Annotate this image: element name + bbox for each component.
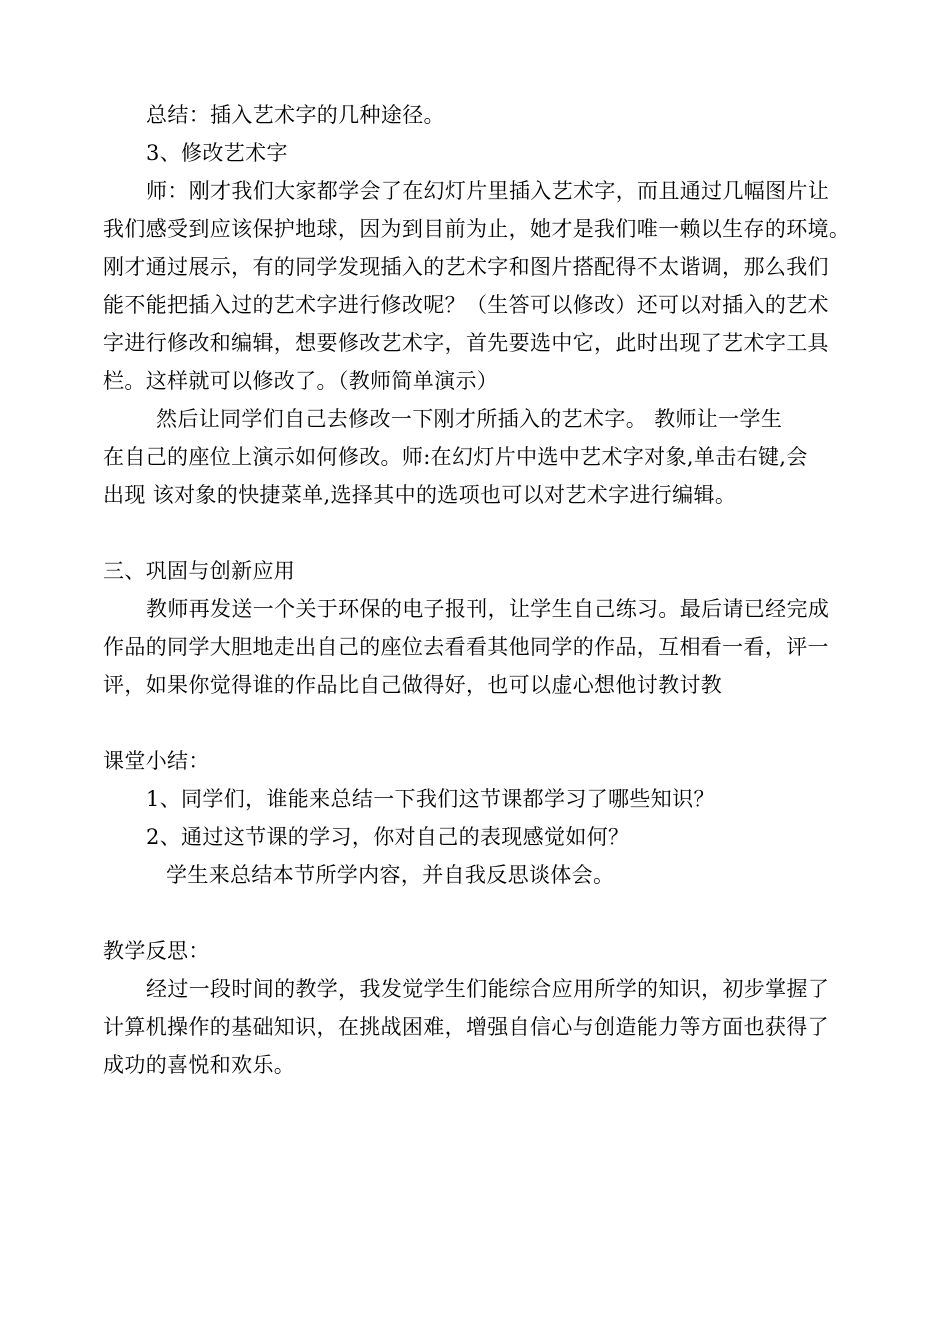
paragraph-line: 作品的同学大胆地走出自己的座位去看看其他同学的作品，互相看一看，评一 bbox=[103, 635, 829, 659]
list-item: 1、同学们，谁能来总结一下我们这节课都学习了哪些知识？ bbox=[146, 787, 715, 811]
list-item: 2、通过这节课的学习，你对自己的表现感觉如何？ bbox=[146, 825, 630, 849]
paragraph-line: 然后让同学们自己去修改一下刚才所插入的艺术字。 教师让一学生 bbox=[156, 407, 783, 431]
paragraph-line: 能不能把插入过的艺术字进行修改呢？（生答可以修改）还可以对插入的艺术 bbox=[103, 293, 829, 317]
paragraph-line: 在自己的座位上演示如何修改。师:在幻灯片中选中艺术字对象,单击右键,会 bbox=[103, 445, 808, 469]
paragraph-line: 教师再发送一个关于环保的电子报刊，让学生自己练习。最后请已经完成 bbox=[146, 597, 830, 621]
paragraph-line: 评，如果你觉得谁的作品比自己做得好，也可以虚心想他讨教讨教 bbox=[103, 673, 723, 697]
summary-line: 总结：插入艺术字的几种途径。 bbox=[146, 103, 445, 127]
paragraph-line: 计算机操作的基础知识，在挑战困难，增强自信心与创造能力等方面也获得了 bbox=[103, 1015, 829, 1039]
paragraph-line: 学生来总结本节所学内容，并自我反思谈体会。 bbox=[166, 863, 615, 887]
paragraph-line: 经过一段时间的教学，我发觉学生们能综合应用所学的知识，初步掌握了 bbox=[146, 977, 830, 1001]
section-heading-class-summary: 课堂小结： bbox=[103, 749, 210, 773]
paragraph-line: 刚才通过展示，有的同学发现插入的艺术字和图片搭配得不太谐调，那么我们 bbox=[103, 255, 829, 279]
paragraph-line: 栏。这样就可以修改了。（教师简单演示） bbox=[103, 369, 499, 393]
paragraph-line: 出现 该对象的快捷菜单,选择其中的选项也可以对艺术字进行编辑。 bbox=[103, 483, 737, 507]
paragraph-line: 字进行修改和编辑，想要修改艺术字，首先要选中它，此时出现了艺术字工具 bbox=[103, 331, 829, 355]
paragraph-line: 师：刚才我们大家都学会了在幻灯片里插入艺术字，而且通过几幅图片让 bbox=[146, 179, 830, 203]
paragraph-line: 我们感受到应该保护地球，因为到目前为止，她才是我们唯一赖以生存的环境。 bbox=[103, 217, 851, 241]
section-heading-modify-wordart: 3、修改艺术字 bbox=[146, 141, 288, 165]
section-heading-teaching-reflection: 教学反思： bbox=[103, 939, 210, 963]
paragraph-line: 成功的喜悦和欢乐。 bbox=[103, 1053, 296, 1077]
section-heading-consolidation: 三、巩固与创新应用 bbox=[103, 559, 296, 583]
